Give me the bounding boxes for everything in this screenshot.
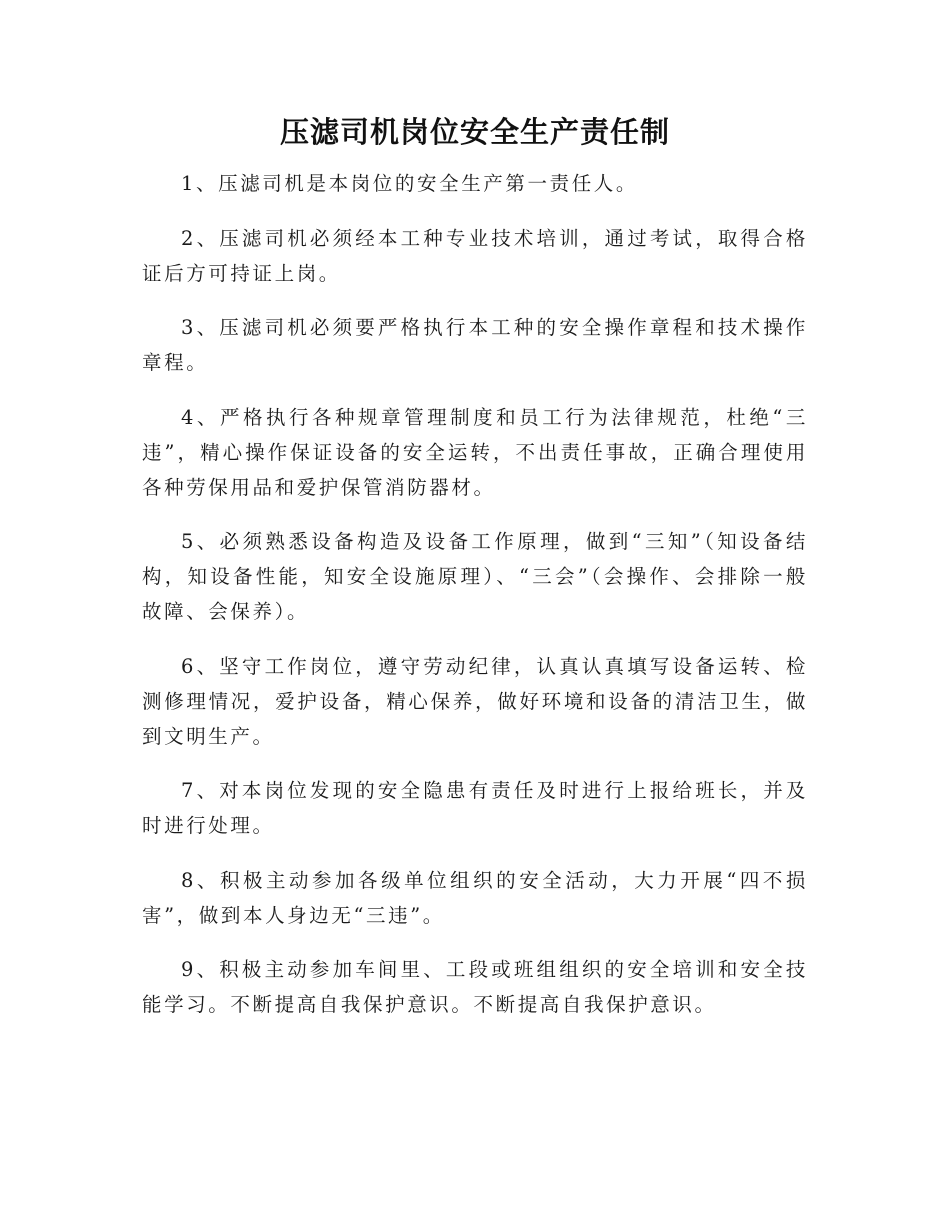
document-title: 压滤司机岗位安全生产责任制 bbox=[279, 115, 670, 149]
paragraph-4: 4、严格执行各种规章管理制度和员工行为法律规范，杜绝“三违”，精心操作保证设备的安全运转，不出责任事故，正确合理使用各种劳保用品和爱护保管消防器材。 bbox=[142, 405, 808, 499]
paragraph-6: 6、坚守工作岗位，遵守劳动纪律，认真认真填写设备运转、检测修理情况，爱护设备，精心保养，做好环境和设备的清洁卫生，做到文明生产。 bbox=[142, 654, 808, 748]
document-body bbox=[142, 166, 808, 1042]
paragraph-3: 3、压滤司机必须要严格执行本工种的安全操作章程和技术操作章程。 bbox=[142, 316, 808, 374]
paragraph-2: 2、压滤司机必须经本工种专业技术培训，通过考试，取得合格证后方可持证上岗。 bbox=[142, 226, 808, 285]
paragraph-7: 7、对本岗位发现的安全隐患有责任及时进行上报给班长，并及时进行处理。 bbox=[142, 779, 808, 837]
paragraph-8: 8、积极主动参加各级单位组织的安全活动，大力开展“四不损害”，做到本人身边无“三违”。 bbox=[142, 868, 808, 927]
paragraph-9: 9、积极主动参加车间里、工段或班组组织的安全培训和安全技能学习。不断提高自我保护意识。不断提高自我保护意识。 bbox=[142, 958, 808, 1016]
paragraph-1: 1、压滤司机是本岗位的安全生产第一责任人。 bbox=[181, 172, 639, 195]
paragraph-5: 5、必须熟悉设备构造及设备工作原理，做到“三知”（知设备结构，知设备性能，知安全设施原理）、“三会”（会操作、会排除一般故障、会保养）。 bbox=[142, 530, 808, 623]
